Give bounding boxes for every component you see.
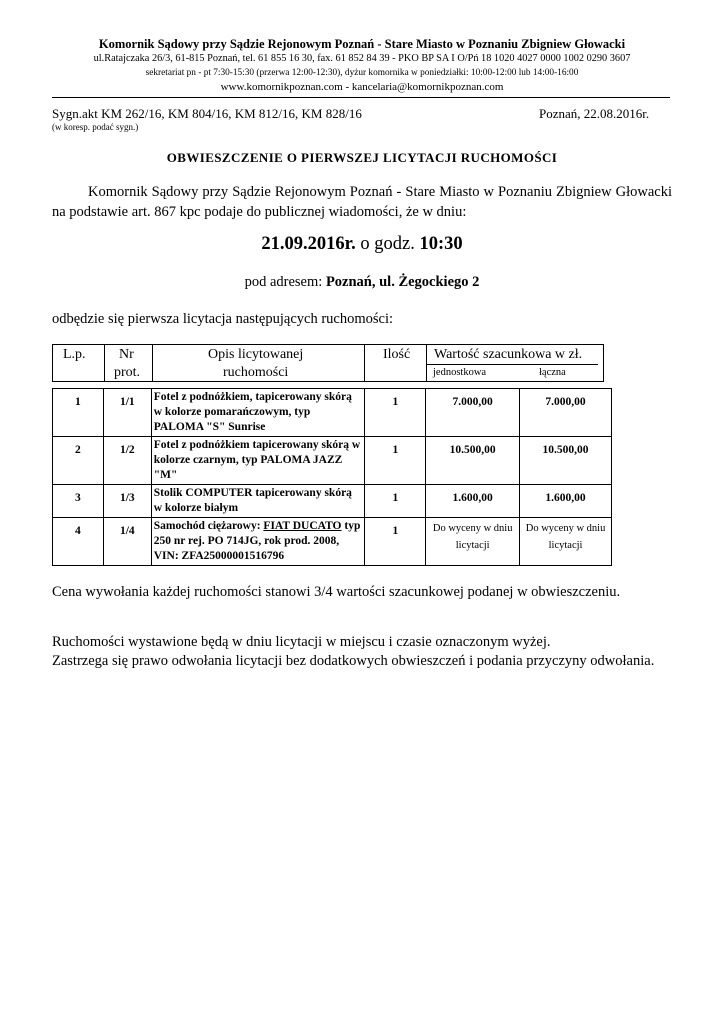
header-lp: L.p. xyxy=(63,347,86,362)
header-opis-2: ruchomości xyxy=(223,365,289,380)
items-table-header xyxy=(52,344,604,382)
case-reference: Sygn.akt KM 262/16, KM 804/16, KM 812/16, KM 828/16 xyxy=(52,106,362,121)
row-ilosc: 1 xyxy=(365,437,426,485)
correspondence-note: (w koresp. podać sygn.) xyxy=(52,122,139,132)
row-unit-value: 1.600,00 xyxy=(426,485,520,518)
row-unit-value: Do wyceny w dniu licytacji xyxy=(426,518,520,566)
row-description xyxy=(151,518,365,566)
row-total-value: 7.000,00 xyxy=(520,389,612,437)
header-ilosc: Ilość xyxy=(383,347,411,362)
header-laczna: łączna xyxy=(539,367,566,378)
header-col-divider xyxy=(364,345,365,381)
table-row xyxy=(53,485,612,518)
website-email: www.komornikpoznan.com - kancelaria@komornikpoznan.com xyxy=(220,81,504,93)
header-nr: Nr xyxy=(119,347,134,362)
header-col-divider xyxy=(104,345,105,381)
row-lp: 1 xyxy=(53,389,104,437)
row-nr: 1/1 xyxy=(103,389,151,437)
bailiff-address: ul.Ratajczaka 26/3, 61-815 Poznań, tel. 61 855 16 30, fax. 61 852 84 39 - PKO BP SA I O/Pń 18 1020 4027 0000 1002 0290 3607 xyxy=(93,53,631,64)
document-date: Poznań, 22.08.2016r. xyxy=(539,106,650,121)
intro-text: Komornik Sądowy przy Sądzie Rejonowym Poznań - Stare Miasto w Poznaniu Zbigniew Głowacki na podstawie art. 867 kpc podaje do publicznej wiadomości, że w dniu: xyxy=(52,184,672,220)
row-nr: 1/2 xyxy=(103,437,151,485)
address-prefix: pod adresem: xyxy=(244,274,323,290)
document-title: OBWIESZCZENIE O PIERWSZEJ LICYTACJI RUCHOMOŚCI xyxy=(166,150,558,165)
row-ilosc: 1 xyxy=(365,389,426,437)
row-ilosc: 1 xyxy=(365,485,426,518)
closing-notes xyxy=(52,633,654,671)
bailiff-name: Komornik Sądowy przy Sądzie Rejonowym Poznań - Stare Miasto w Poznaniu Zbigniew Głowacki xyxy=(98,37,626,51)
header-jednostkowa: jednostkowa xyxy=(433,367,487,378)
row-lp: 4 xyxy=(53,518,104,566)
header-subrule xyxy=(426,364,598,365)
items-table xyxy=(52,388,612,566)
header-divider xyxy=(52,97,670,98)
row-lp: 3 xyxy=(53,485,104,518)
row-nr: 1/4 xyxy=(103,518,151,566)
header-opis: Opis licytowanej xyxy=(208,347,304,362)
header-prot: prot. xyxy=(114,365,141,380)
price-note: Cena wywołania każdej ruchomości stanowi 3/4 wartości szacunkowej podanej w obwieszczeniu. xyxy=(52,584,621,600)
address-value: Poznań, ul. Żegockiego 2 xyxy=(325,274,480,290)
table-row xyxy=(53,437,612,485)
table-row xyxy=(53,518,612,566)
auction-datetime xyxy=(0,234,724,255)
auction-time: 10:30 xyxy=(419,234,463,254)
row-description: Fotel z podnóżkiem tapicerowany skórą w kolorze czarnym, typ PALOMA JAZZ "M" xyxy=(151,437,365,485)
office-hours: sekretariat pn - pt 7:30-15:30 (przerwa 12:00-12:30), dyżur komornika w poniedziałki: 10:00-12:00 lub 14:00-16:00 xyxy=(145,68,579,78)
auction-at: o godz. xyxy=(360,234,415,254)
row-total-value: Do wyceny w dniu licytacji xyxy=(520,518,612,566)
row-description: Stolik COMPUTER tapicerowany skórą w kolorze białym xyxy=(151,485,365,518)
intro-paragraph xyxy=(52,182,672,222)
table-row xyxy=(53,389,612,437)
row-ilosc: 1 xyxy=(365,518,426,566)
row-total-value: 10.500,00 xyxy=(520,437,612,485)
desc-suffix: typ 250 nr rej. PO 714JG, rok prod. 2008, VIN: ZFA25000001516796 xyxy=(153,520,361,562)
row-nr: 1/3 xyxy=(103,485,151,518)
header-col-divider xyxy=(152,345,153,381)
row-unit-value: 7.000,00 xyxy=(426,389,520,437)
row-total-value: 1.600,00 xyxy=(520,485,612,518)
row-description: Fotel z podnóżkiem, tapicerowany skórą w kolorze pomarańczowym, typ PALOMA "S" Sunrise xyxy=(151,389,365,437)
vehicle-model: FIAT DUCATO xyxy=(263,520,342,532)
closing-line-1: Ruchomości wystawione będą w dniu licytacji w miejscu i czasie oznaczonym wyżej. xyxy=(52,634,551,650)
row-unit-value: 10.500,00 xyxy=(426,437,520,485)
desc-prefix: Samochód ciężarowy: xyxy=(153,520,264,532)
closing-line-2: Zastrzega się prawo odwołania licytacji bez dodatkowych obwieszczeń i podania przyczyny odwołania. xyxy=(52,653,655,669)
header-wartosc: Wartość szacunkowa w zł. xyxy=(434,347,583,362)
lead-text: odbędzie się pierwsza licytacja następujących ruchomości: xyxy=(52,311,394,327)
header-col-divider xyxy=(426,345,427,381)
auction-address xyxy=(0,274,724,291)
row-lp: 2 xyxy=(53,437,104,485)
auction-date: 21.09.2016r. xyxy=(261,234,356,254)
